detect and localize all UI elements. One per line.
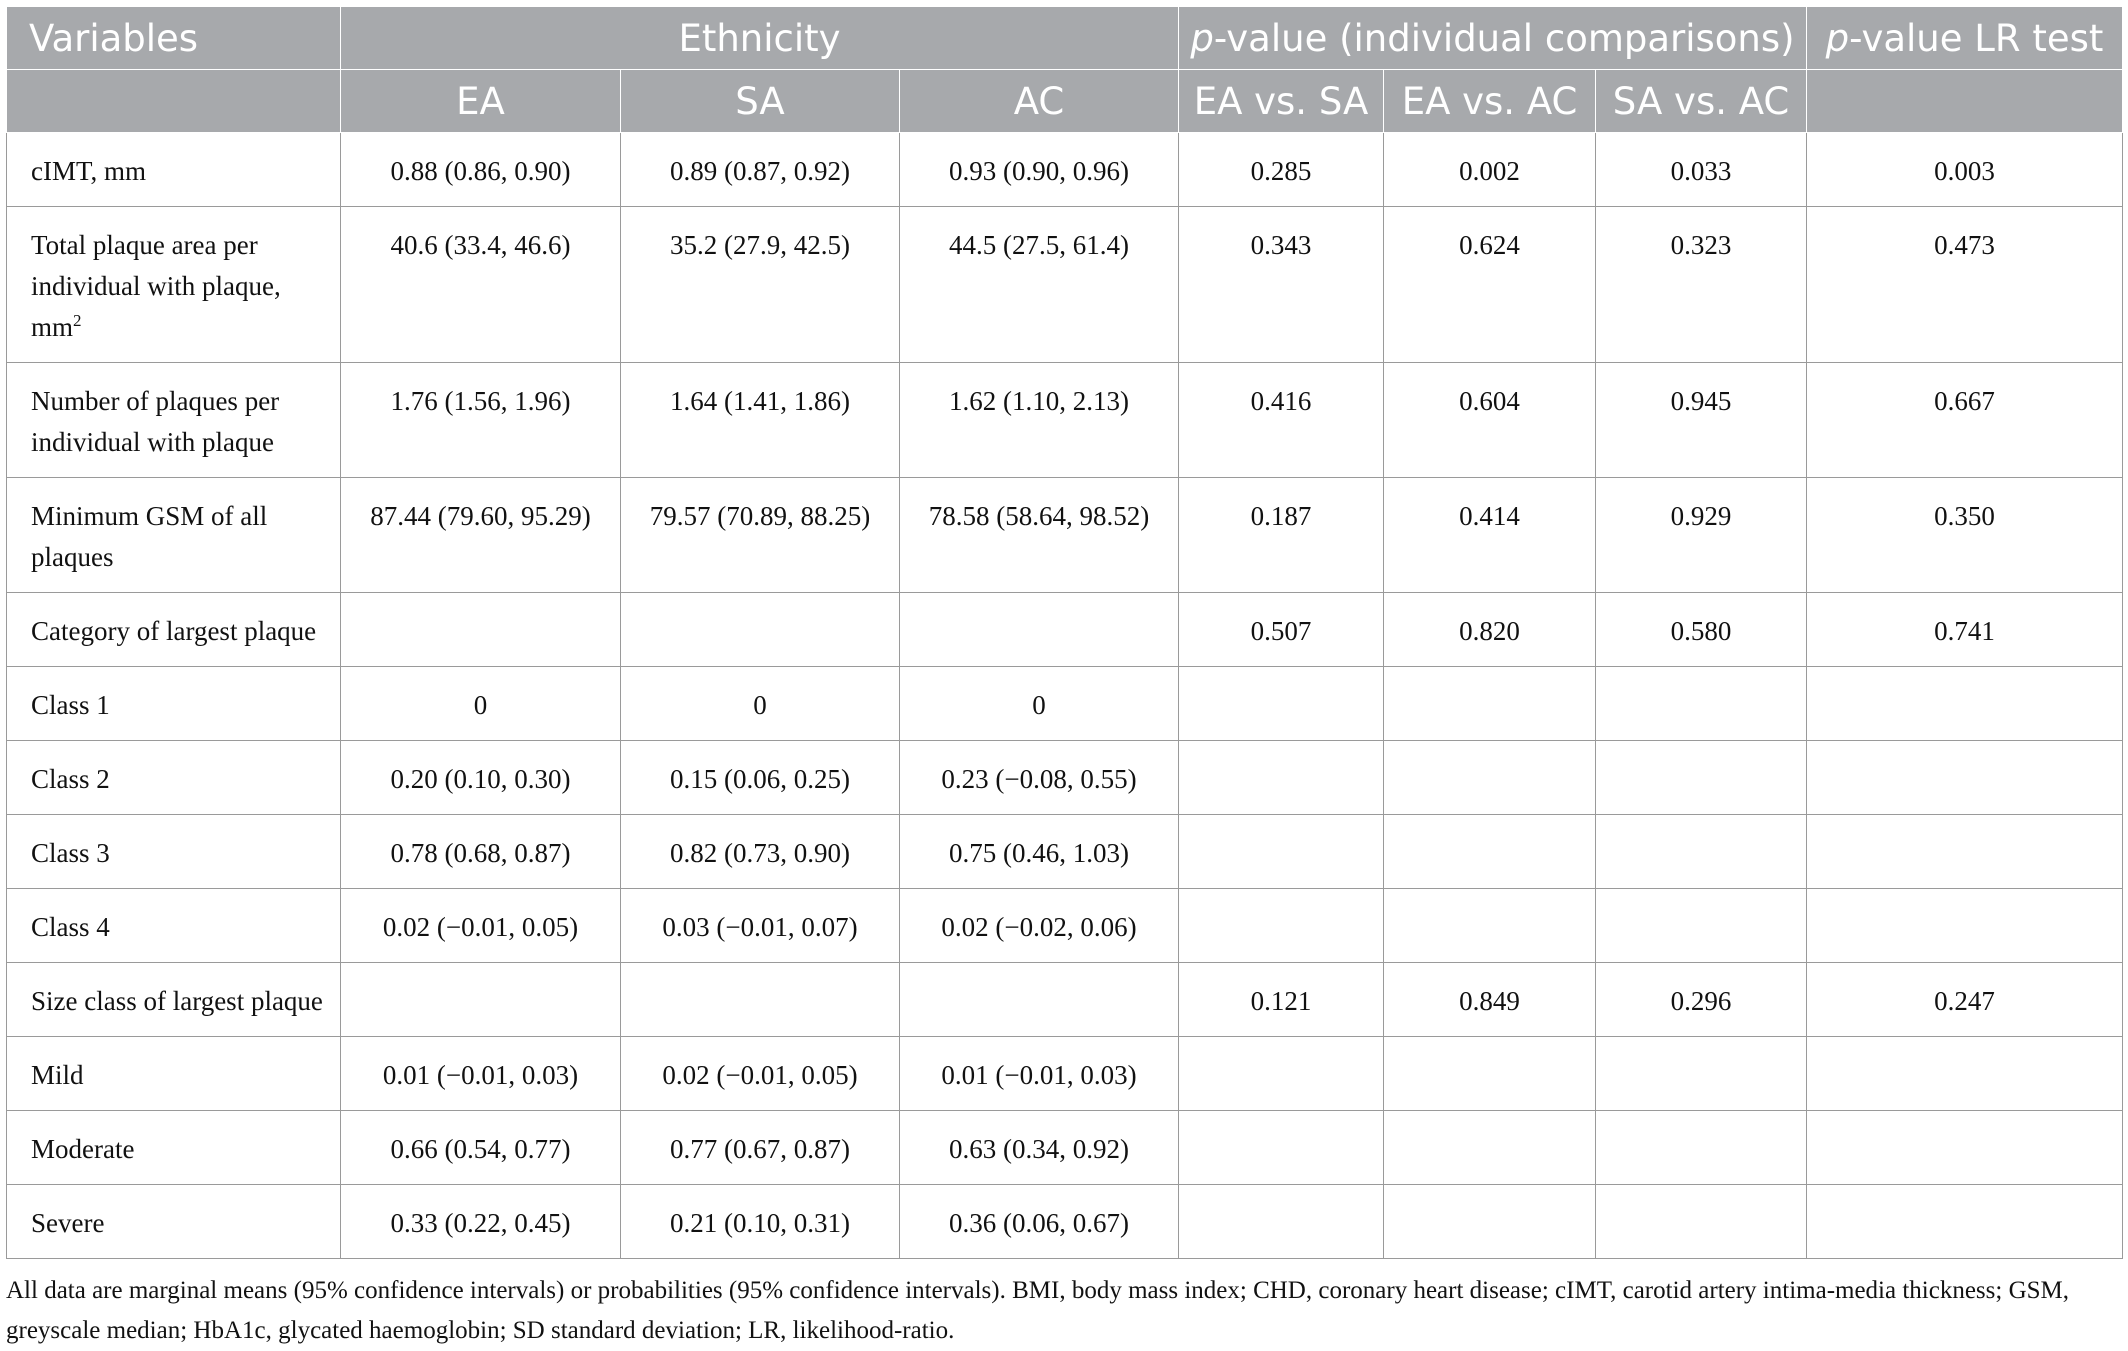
table-row	[7, 889, 2123, 963]
table-cell: 0.507	[1179, 593, 1384, 667]
table-cell: 0.323	[1596, 207, 1807, 363]
table-row	[7, 207, 2123, 363]
table-cell: 0.01 (−0.01, 0.03)	[341, 1037, 621, 1111]
table-cell	[1596, 741, 1807, 815]
table-cell: 0.78 (0.68, 0.87)	[341, 815, 621, 889]
row-label	[7, 963, 341, 1037]
header-ethnicity: Ethnicity	[341, 7, 1179, 70]
table-container	[6, 6, 2122, 1351]
table-cell	[1179, 1037, 1384, 1111]
table-cell	[1384, 1185, 1596, 1259]
table-cell: 0.93 (0.90, 0.96)	[900, 133, 1179, 207]
header-p-italic: p	[1190, 16, 1214, 60]
header-sa: SA	[621, 70, 900, 133]
table-row	[7, 741, 2123, 815]
table-cell: 1.62 (1.10, 2.13)	[900, 363, 1179, 478]
table-cell	[1179, 1111, 1384, 1185]
table-cell: 0.033	[1596, 133, 1807, 207]
row-label	[7, 741, 341, 815]
table-row	[7, 1185, 2123, 1259]
table-cell	[1807, 741, 2123, 815]
table-row	[7, 478, 2123, 593]
row-label	[7, 889, 341, 963]
table-cell: 0.285	[1179, 133, 1384, 207]
row-label	[7, 207, 341, 363]
header-p-italic-lr: p	[1825, 16, 1850, 60]
row-label-superscript: 2	[73, 311, 82, 330]
row-label	[7, 363, 341, 478]
table-cell: 0.02 (−0.01, 0.05)	[621, 1037, 900, 1111]
table-cell	[1596, 889, 1807, 963]
row-label-text: Total plaque area per individual with plaque, mm	[31, 230, 281, 342]
table-cell: 0.741	[1807, 593, 2123, 667]
table-cell: 0	[341, 667, 621, 741]
table-cell	[1596, 815, 1807, 889]
table-cell	[1807, 1185, 2123, 1259]
table-cell: 1.76 (1.56, 1.96)	[341, 363, 621, 478]
table-cell: 0.121	[1179, 963, 1384, 1037]
table-cell: 0.88 (0.86, 0.90)	[341, 133, 621, 207]
table-cell: 0.350	[1807, 478, 2123, 593]
table-cell	[1807, 1111, 2123, 1185]
results-table	[6, 6, 2123, 1259]
table-body	[7, 133, 2123, 1259]
row-label-text: Size class of largest plaque	[31, 986, 323, 1016]
row-label	[7, 478, 341, 593]
table-cell	[1179, 815, 1384, 889]
table-cell: 0.20 (0.10, 0.30)	[341, 741, 621, 815]
row-label-text: Minimum GSM of all plaques	[31, 501, 268, 572]
table-cell: 0.77 (0.67, 0.87)	[621, 1111, 900, 1185]
table-cell	[1596, 667, 1807, 741]
header-pvalue-individual-text: -value (individual comparisons)	[1213, 16, 1795, 60]
header-row-top	[7, 7, 2123, 70]
table-cell: 0.296	[1596, 963, 1807, 1037]
table-cell	[1384, 1111, 1596, 1185]
table-cell: 0.187	[1179, 478, 1384, 593]
table-cell	[621, 963, 900, 1037]
table-cell: 0.36 (0.06, 0.67)	[900, 1185, 1179, 1259]
table-cell	[1384, 741, 1596, 815]
table-cell: 0.63 (0.34, 0.92)	[900, 1111, 1179, 1185]
table-cell	[1179, 741, 1384, 815]
table-cell	[1179, 889, 1384, 963]
table-cell: 0.604	[1384, 363, 1596, 478]
table-cell: 0.66 (0.54, 0.77)	[341, 1111, 621, 1185]
table-row	[7, 1111, 2123, 1185]
row-label	[7, 667, 341, 741]
table-cell: 0.667	[1807, 363, 2123, 478]
table-cell: 78.58 (58.64, 98.52)	[900, 478, 1179, 593]
table-cell: 0.414	[1384, 478, 1596, 593]
table-cell: 0	[621, 667, 900, 741]
table-row	[7, 133, 2123, 207]
table-cell: 0.03 (−0.01, 0.07)	[621, 889, 900, 963]
row-label-text: Class 1	[31, 690, 110, 720]
table-cell: 1.64 (1.41, 1.86)	[621, 363, 900, 478]
table-row	[7, 363, 2123, 478]
row-label-text: Number of plaques per individual with plaque	[31, 386, 280, 457]
table-cell: 0.15 (0.06, 0.25)	[621, 741, 900, 815]
table-cell: 87.44 (79.60, 95.29)	[341, 478, 621, 593]
table-cell: 0.929	[1596, 478, 1807, 593]
table-row	[7, 815, 2123, 889]
table-cell: 0.247	[1807, 963, 2123, 1037]
table-row	[7, 593, 2123, 667]
table-cell	[1384, 667, 1596, 741]
row-label	[7, 1111, 341, 1185]
row-label-text: Class 2	[31, 764, 110, 794]
row-label	[7, 133, 341, 207]
table-cell	[1179, 667, 1384, 741]
table-cell: 0.416	[1179, 363, 1384, 478]
table-cell: 0.624	[1384, 207, 1596, 363]
table-cell	[1384, 889, 1596, 963]
table-cell	[1596, 1111, 1807, 1185]
row-label-text: cIMT, mm	[31, 156, 146, 186]
header-variables: Variables	[7, 7, 341, 70]
table-cell	[621, 593, 900, 667]
table-footnote: All data are marginal means (95% confidence intervals) or probabilities (95% confidence intervals). BMI, body mass index; CHD, coronary heart disease; cIMT, carotid artery intima-media thickness; GSM, greyscale median; HbA1c, glycated haemoglobin; SD standard deviation; LR, likelihood-ratio.	[6, 1277, 2070, 1344]
table-cell	[1384, 815, 1596, 889]
header-sa-vs-ac: SA vs. AC	[1596, 70, 1807, 133]
table-cell: 0.33 (0.22, 0.45)	[341, 1185, 621, 1259]
table-row	[7, 667, 2123, 741]
header-blank-left	[7, 70, 341, 133]
table-cell	[1596, 1185, 1807, 1259]
table-cell: 40.6 (33.4, 46.6)	[341, 207, 621, 363]
table-cell: 0.945	[1596, 363, 1807, 478]
table-cell: 0.75 (0.46, 1.03)	[900, 815, 1179, 889]
row-label-text: Mild	[31, 1060, 84, 1090]
row-label	[7, 593, 341, 667]
header-pvalue-lr-text: -value LR test	[1849, 16, 2104, 60]
table-cell: 0.02 (−0.01, 0.05)	[341, 889, 621, 963]
table-cell: 79.57 (70.89, 88.25)	[621, 478, 900, 593]
table-cell: 35.2 (27.9, 42.5)	[621, 207, 900, 363]
table-cell: 0.21 (0.10, 0.31)	[621, 1185, 900, 1259]
row-label-text: Class 3	[31, 838, 110, 868]
table-cell	[900, 963, 1179, 1037]
header-pvalue-individual	[1179, 7, 1807, 70]
table-cell	[900, 593, 1179, 667]
row-label	[7, 815, 341, 889]
table-cell: 0.002	[1384, 133, 1596, 207]
table-cell	[341, 963, 621, 1037]
table-cell	[1384, 1037, 1596, 1111]
table-cell: 0.343	[1179, 207, 1384, 363]
table-row	[7, 1037, 2123, 1111]
header-ea-vs-sa: EA vs. SA	[1179, 70, 1384, 133]
header-ea: EA	[341, 70, 621, 133]
header-blank-right	[1807, 70, 2123, 133]
table-cell: 44.5 (27.5, 61.4)	[900, 207, 1179, 363]
header-ac: AC	[900, 70, 1179, 133]
table-cell: 0.01 (−0.01, 0.03)	[900, 1037, 1179, 1111]
row-label-text: Category of largest plaque	[31, 616, 317, 646]
table-cell: 0.820	[1384, 593, 1596, 667]
table-cell	[1807, 815, 2123, 889]
table-cell: 0.473	[1807, 207, 2123, 363]
header-pvalue-lr	[1807, 7, 2123, 70]
row-label	[7, 1185, 341, 1259]
table-cell: 0.580	[1596, 593, 1807, 667]
table-row	[7, 963, 2123, 1037]
table-cell: 0	[900, 667, 1179, 741]
row-label	[7, 1037, 341, 1111]
table-cell	[1179, 1185, 1384, 1259]
table-cell: 0.02 (−0.02, 0.06)	[900, 889, 1179, 963]
table-cell	[1807, 889, 2123, 963]
header-ea-vs-ac: EA vs. AC	[1384, 70, 1596, 133]
table-cell: 0.82 (0.73, 0.90)	[621, 815, 900, 889]
row-label-text: Class 4	[31, 912, 110, 942]
table-cell	[341, 593, 621, 667]
table-cell	[1807, 1037, 2123, 1111]
table-cell: 0.849	[1384, 963, 1596, 1037]
table-cell	[1596, 1037, 1807, 1111]
table-cell	[1807, 667, 2123, 741]
table-cell: 0.003	[1807, 133, 2123, 207]
table-cell: 0.23 (−0.08, 0.55)	[900, 741, 1179, 815]
header-row-sub	[7, 70, 2123, 133]
row-label-text: Severe	[31, 1208, 105, 1238]
row-label-text: Moderate	[31, 1134, 135, 1164]
table-cell: 0.89 (0.87, 0.92)	[621, 133, 900, 207]
